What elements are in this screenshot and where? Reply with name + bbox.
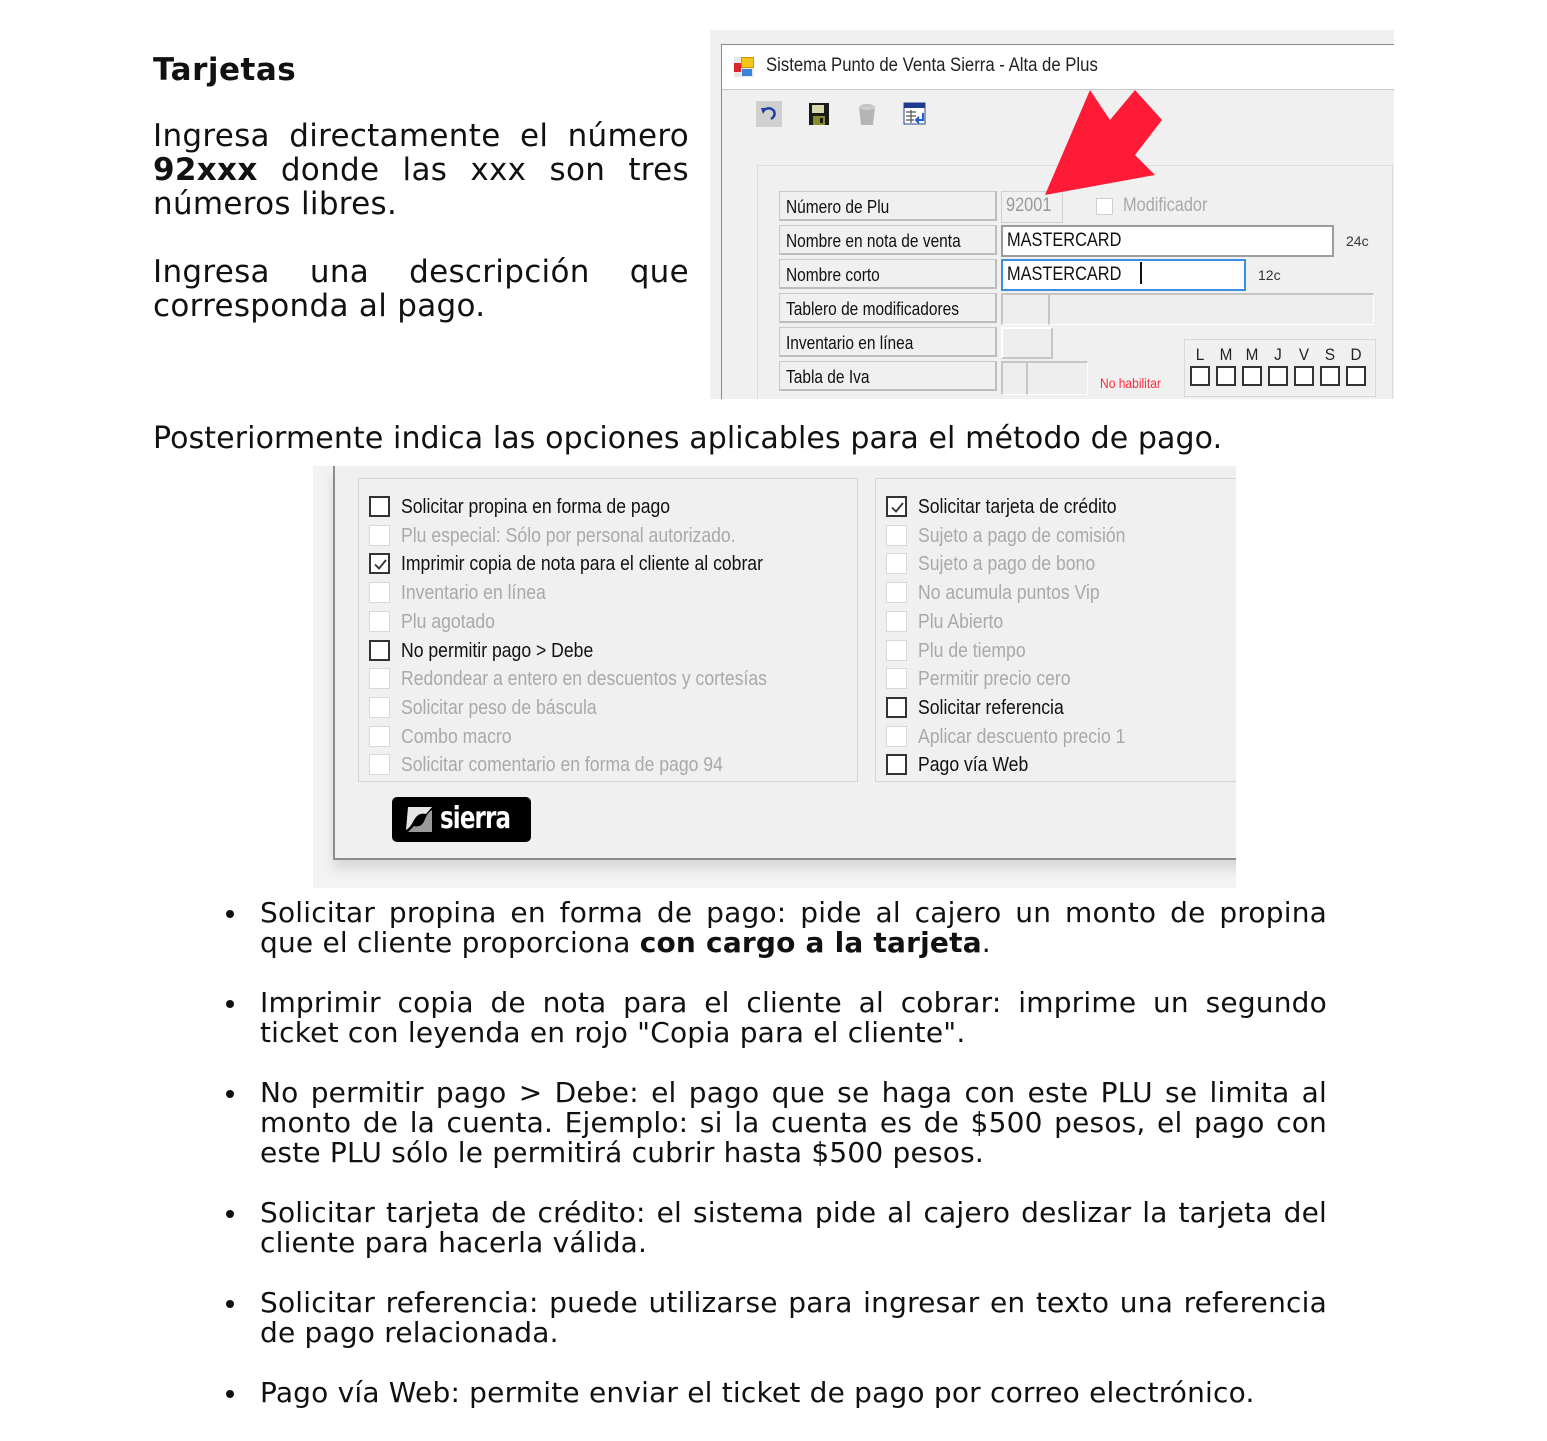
day-checkbox[interactable] [1190,366,1210,386]
plu-window [721,44,1394,399]
explanation-item [225,1078,1327,1168]
checkbox[interactable] [369,496,390,517]
options-group-left [358,478,858,782]
nombre-nota-label: Nombre en nota de venta [779,225,997,255]
checkbox [886,611,907,632]
day-checkbox[interactable] [1268,366,1288,386]
day-checkbox[interactable] [1242,366,1262,386]
nombre-corto-label: Nombre corto [779,259,997,289]
checkbox [886,726,907,747]
checkbox [369,582,390,603]
day-checkbox[interactable] [1346,366,1366,386]
nombre-corto-input[interactable]: MASTERCARD [1001,259,1246,291]
tabla-iva-description-field [1026,361,1088,395]
checkbox[interactable] [886,697,907,718]
checkmark-icon [372,556,389,573]
explanation-item [225,1288,1327,1348]
option-label: Combo macro [401,725,512,748]
option-label: No acumula puntos Vip [918,582,1100,605]
tabla-iva-label: Tabla de Iva [779,361,997,391]
checkbox [369,754,390,775]
checkbox-checked[interactable] [886,496,907,517]
checkbox [886,553,907,574]
explanation-text-end: . [981,926,991,959]
para1-after: donde las xxx son tres números libres. [153,152,689,222]
checkbox [369,611,390,632]
options-group-right [875,478,1236,782]
sierra-logo-text: sierra [440,801,511,836]
day-tuesday[interactable]: M [1216,344,1236,386]
modificador-label: Modificador [1123,195,1208,216]
tablero-description-field [1048,293,1374,325]
table-icon [902,101,928,127]
numero-plu-field[interactable]: 92001 [1001,191,1063,223]
inventario-field[interactable] [1001,327,1053,359]
delete-button[interactable] [854,101,880,127]
day-checkbox[interactable] [1216,366,1236,386]
options-window-screenshot [313,466,1236,888]
checkbox [886,668,907,689]
table-button[interactable] [902,101,928,127]
modificador-checkbox[interactable] [1096,198,1113,215]
day-checkbox[interactable] [1320,366,1340,386]
day-saturday[interactable]: S [1320,344,1340,386]
explanation-text: Solicitar referencia: puede utilizarse para ingresar en texto una referencia de pago relacionada. [260,1286,1327,1349]
checkbox [886,582,907,603]
checkbox[interactable] [369,640,390,661]
checkbox[interactable] [886,754,907,775]
save-button[interactable] [806,101,832,127]
day-thursday[interactable]: J [1268,344,1288,386]
day-sunday[interactable]: D [1346,344,1366,386]
day-monday[interactable]: L [1190,344,1210,386]
option-label: Permitir precio cero [918,668,1071,691]
numero-plu-label: Número de Plu [779,191,997,221]
option-label: Solicitar propina en forma de pago [401,496,671,518]
nombre-corto-limit: 12c [1258,267,1281,283]
para1-before: Ingresa directamente el número [153,118,689,154]
tabla-iva-code-field[interactable] [1001,361,1027,395]
checkbox [369,668,390,689]
nombre-nota-input[interactable]: MASTERCARD [1001,225,1334,257]
explanation-text: Imprimir copia de nota para el cliente al cobrar: imprime un segundo ticket con leyenda en rojo "Copia para el cliente". [260,986,1327,1049]
section-heading: Tarjetas [153,52,297,88]
window-titlebar [722,45,1394,90]
nombre-nota-limit: 24c [1346,233,1369,249]
checkmark-icon [889,499,906,516]
options-intro-text: Posteriormente indica las opciones aplicables para el método de pago. [153,421,1223,456]
plu-window-screenshot [710,30,1394,399]
text-caret [1140,262,1142,284]
instruction-paragraph-number [153,119,689,221]
explanation-bold-text: con cargo a la tarjeta [639,926,982,959]
checkbox [886,525,907,546]
option-label: Aplicar descuento precio 1 [918,725,1126,748]
option-label: Solicitar comentario en forma de pago 94 [401,754,723,777]
explanation-text: Pago vía Web: permite enviar el ticket de pago por correo electrónico. [260,1376,1255,1409]
instruction-paragraph-description: Ingresa una descripción que corresponda al pago. [153,254,689,324]
inventario-label: Inventario en línea [779,327,997,357]
option-label: Pago vía Web [918,754,1029,777]
para1-bold-code: 92xxx [153,152,258,188]
option-label: Solicitar tarjeta de crédito [918,496,1117,518]
explanation-text: No permitir pago > Debe: el pago que se haga con este PLU se limita al monto de la cuenta. Ejemplo: si la cuenta es de $500 pesos, el pago con este PLU sólo le permitirá cubrir hasta $500 pesos. [260,1076,1327,1169]
explanation-item [225,898,1327,958]
sierra-logo-mark [404,806,434,833]
checkbox [369,697,390,718]
option-label: Sujeto a pago de comisión [918,524,1126,547]
day-wednesday[interactable]: M [1242,344,1262,386]
checkbox [886,640,907,661]
option-label: No permitir pago > Debe [401,639,594,662]
tablero-code-field[interactable] [1001,293,1049,325]
checkbox-checked[interactable] [369,553,390,574]
explanation-text: Solicitar propina en forma de pago: pide al cajero un monto de propina que el cliente proporciona [260,896,1327,959]
option-label: Imprimir copia de nota para el cliente al cobrar [401,553,763,576]
checkbox [369,726,390,747]
undo-button[interactable] [756,101,782,127]
option-label: Redondear a entero en descuentos y cortesías [401,668,767,691]
explanation-item [225,988,1327,1048]
option-label: Sujeto a pago de bono [918,553,1096,576]
options-window [333,466,1236,860]
option-label: Plu especial: Sólo por personal autorizado. [401,524,736,547]
explanation-text: Solicitar tarjeta de crédito: el sistema pide al cajero deslizar la tarjeta del cliente para hacerla válida. [260,1196,1327,1259]
app-icon [734,57,754,77]
option-label: Solicitar referencia [918,696,1064,719]
option-label: Inventario en línea [401,582,546,605]
weekday-selector [1184,339,1376,397]
undo-icon [756,101,782,127]
checkbox [369,525,390,546]
sierra-logo [392,797,531,842]
option-label: Plu agotado [401,610,495,633]
no-habilitar-note: No habilitar [1100,375,1161,391]
day-checkbox[interactable] [1294,366,1314,386]
option-label: Plu Abierto [918,610,1004,633]
window-title: Sistema Punto de Venta Sierra - Alta de Plus [766,55,1098,76]
trash-icon [854,101,880,127]
explanation-item [225,1378,1327,1408]
day-friday[interactable]: V [1294,344,1314,386]
option-explanations-list [225,898,1327,1438]
save-icon [806,101,832,127]
option-label: Plu de tiempo [918,639,1026,662]
explanation-item [225,1198,1327,1258]
option-label: Solicitar peso de báscula [401,696,597,719]
tablero-label: Tablero de modificadores [779,293,997,323]
